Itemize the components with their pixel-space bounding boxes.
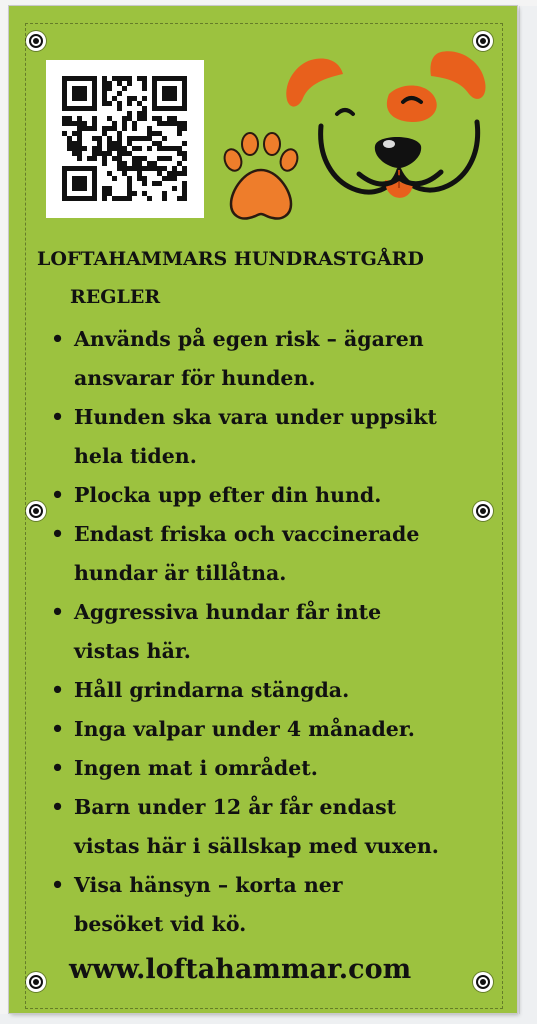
grommet-icon bbox=[473, 972, 493, 992]
rule-item: • Inga valpar under 4 månader. bbox=[49, 710, 497, 749]
sign-title bbox=[37, 240, 507, 316]
sign-title-line1: LOFTAHAMMARS HUNDRASTGÅRD bbox=[37, 248, 424, 270]
rule-item: • Aggressiva hundar får inte vistas här. bbox=[49, 593, 497, 671]
rule-item: • Endast friska och vaccinerade hundar är tillåtna. bbox=[49, 515, 497, 593]
rules-list bbox=[49, 320, 497, 944]
rule-item: • Används på egen risk – ägaren ansvarar för hunden. bbox=[49, 320, 497, 398]
rule-item: • Hunden ska vara under uppsikt hela tiden. bbox=[49, 398, 497, 476]
rule-item: • Ingen mat i området. bbox=[49, 749, 497, 788]
grommet-icon bbox=[26, 972, 46, 992]
grommet-icon bbox=[26, 31, 46, 51]
qr-code-icon[interactable] bbox=[46, 60, 204, 218]
sign-title-line2: REGLER bbox=[70, 286, 161, 308]
rules-sign bbox=[9, 6, 517, 1013]
dog-face-icon bbox=[281, 42, 493, 218]
rule-item: • Barn under 12 år får endast vistas här i sällskap med vuxen. bbox=[49, 788, 497, 866]
grommet-icon bbox=[26, 501, 46, 521]
page-edge-right bbox=[519, 6, 537, 1024]
page-edge-bottom bbox=[0, 1014, 537, 1024]
rule-item: • Håll grindarna stängda. bbox=[49, 671, 497, 710]
rule-item: • Plocka upp efter din hund. bbox=[49, 476, 497, 515]
qr-code-graphic bbox=[46, 60, 204, 218]
website-link[interactable]: www.loftahammar.com bbox=[69, 954, 412, 985]
rule-item: • Visa hänsyn – korta ner besöket vid kö. bbox=[49, 866, 497, 944]
